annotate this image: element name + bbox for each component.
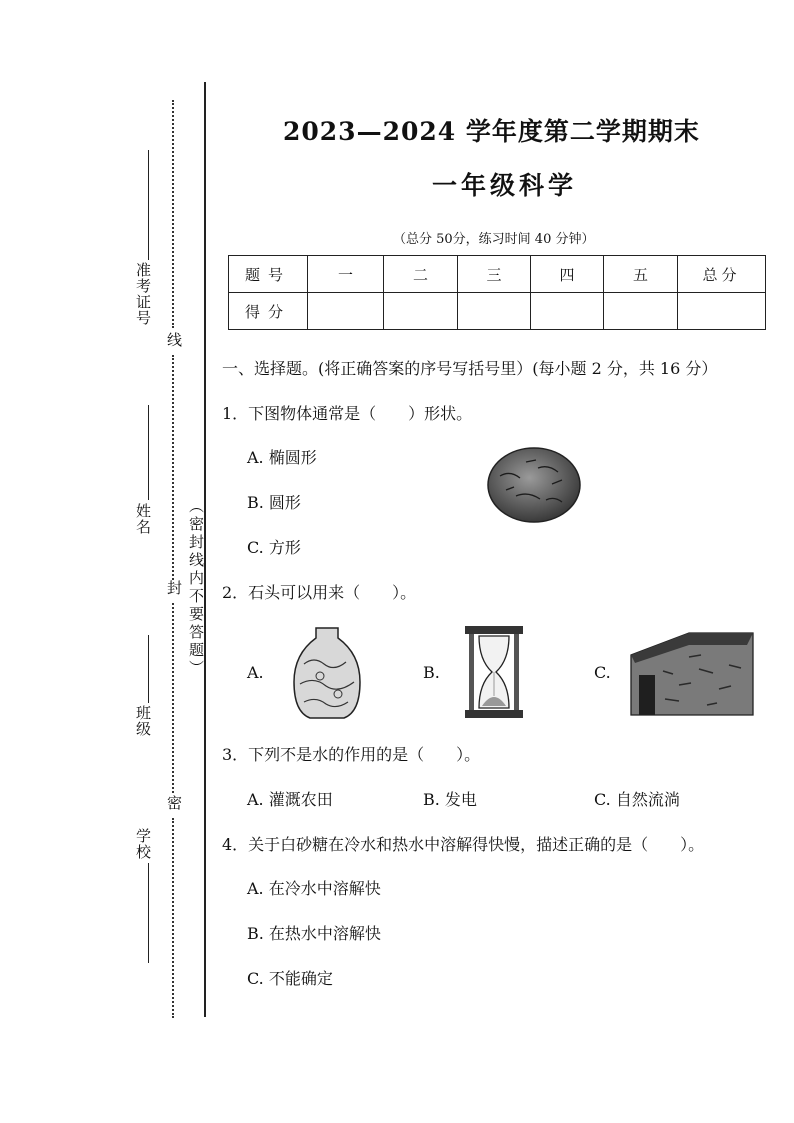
seal-char-secret: 密: [165, 795, 183, 811]
vase-icon[interactable]: [290, 624, 364, 720]
school-blank[interactable]: [148, 863, 149, 963]
score-table-col: 三: [458, 256, 531, 293]
score-table-col: 四: [531, 256, 604, 293]
name-blank[interactable]: [148, 405, 149, 500]
score-cell[interactable]: [308, 293, 384, 330]
option[interactable]: C. 方形: [247, 538, 301, 557]
seal-char-seal: 封: [165, 580, 183, 596]
exam-note: （总分 50分，练习时间 40 分钟）: [393, 232, 595, 247]
score-table-col: 二: [384, 256, 458, 293]
score-table-score-row: [229, 293, 766, 330]
score-cell[interactable]: [531, 293, 604, 330]
score-table-header-row: [229, 256, 766, 293]
option[interactable]: B. 发电: [423, 790, 477, 809]
hourglass-icon[interactable]: [463, 624, 525, 720]
score-table: [228, 255, 766, 330]
exam-number-blank[interactable]: [148, 150, 149, 260]
question-stem: 4．关于白砂糖在冷水和热水中溶解得快慢，描述正确的是（ ）。: [222, 835, 705, 854]
score-cell[interactable]: [604, 293, 678, 330]
seal-char-line: 线: [165, 332, 183, 348]
exam-title: 2023—2024 学年度第二学期期末: [283, 117, 700, 146]
score-table-col: 总分: [678, 256, 766, 293]
option[interactable]: C. 自然流淌: [594, 790, 680, 809]
score-cell[interactable]: [678, 293, 766, 330]
class-label: 班级: [134, 705, 152, 737]
seal-dotted-line: [172, 100, 174, 328]
option[interactable]: C. 不能确定: [247, 969, 333, 988]
seal-dotted-line: [172, 818, 174, 1018]
score-table-col: 五: [604, 256, 678, 293]
seal-dotted-line: [172, 603, 174, 793]
seal-dotted-line: [172, 355, 174, 580]
stone-icon: [486, 446, 582, 524]
score-table-col: 一: [308, 256, 384, 293]
score-table-row-header: 得分: [229, 293, 308, 330]
score-table-row-header: 题号: [229, 256, 308, 293]
stone-house-icon[interactable]: [629, 625, 755, 717]
class-blank[interactable]: [148, 635, 149, 703]
question-stem: 1．下图物体通常是（ ）形状。: [222, 404, 473, 423]
option[interactable]: B. 在热水中溶解快: [247, 924, 381, 943]
question-stem: 2．石头可以用来（ ）。: [222, 583, 417, 602]
option[interactable]: B.: [423, 663, 440, 682]
name-label: 姓名: [134, 503, 152, 535]
option[interactable]: C.: [594, 663, 611, 682]
option[interactable]: B. 圆形: [247, 493, 301, 512]
binding-rule: [204, 82, 206, 1017]
question-stem: 3．下列不是水的作用的是（ ）。: [222, 745, 481, 764]
exam-subject: 一年级科学: [432, 171, 578, 200]
score-cell[interactable]: [458, 293, 531, 330]
school-label: 学校: [134, 828, 152, 860]
option[interactable]: A.: [247, 663, 264, 682]
option[interactable]: A. 灌溉农田: [247, 790, 333, 809]
score-cell[interactable]: [384, 293, 458, 330]
option[interactable]: A. 在冷水中溶解快: [247, 879, 381, 898]
option[interactable]: A. 椭圆形: [247, 448, 317, 467]
seal-warning: （密封线内不要答题）: [187, 498, 205, 678]
section-heading: 一、选择题。(将正确答案的序号写括号里）(每小题 2 分，共 16 分）: [222, 359, 718, 378]
exam-number-label: 准考证号: [134, 262, 152, 326]
